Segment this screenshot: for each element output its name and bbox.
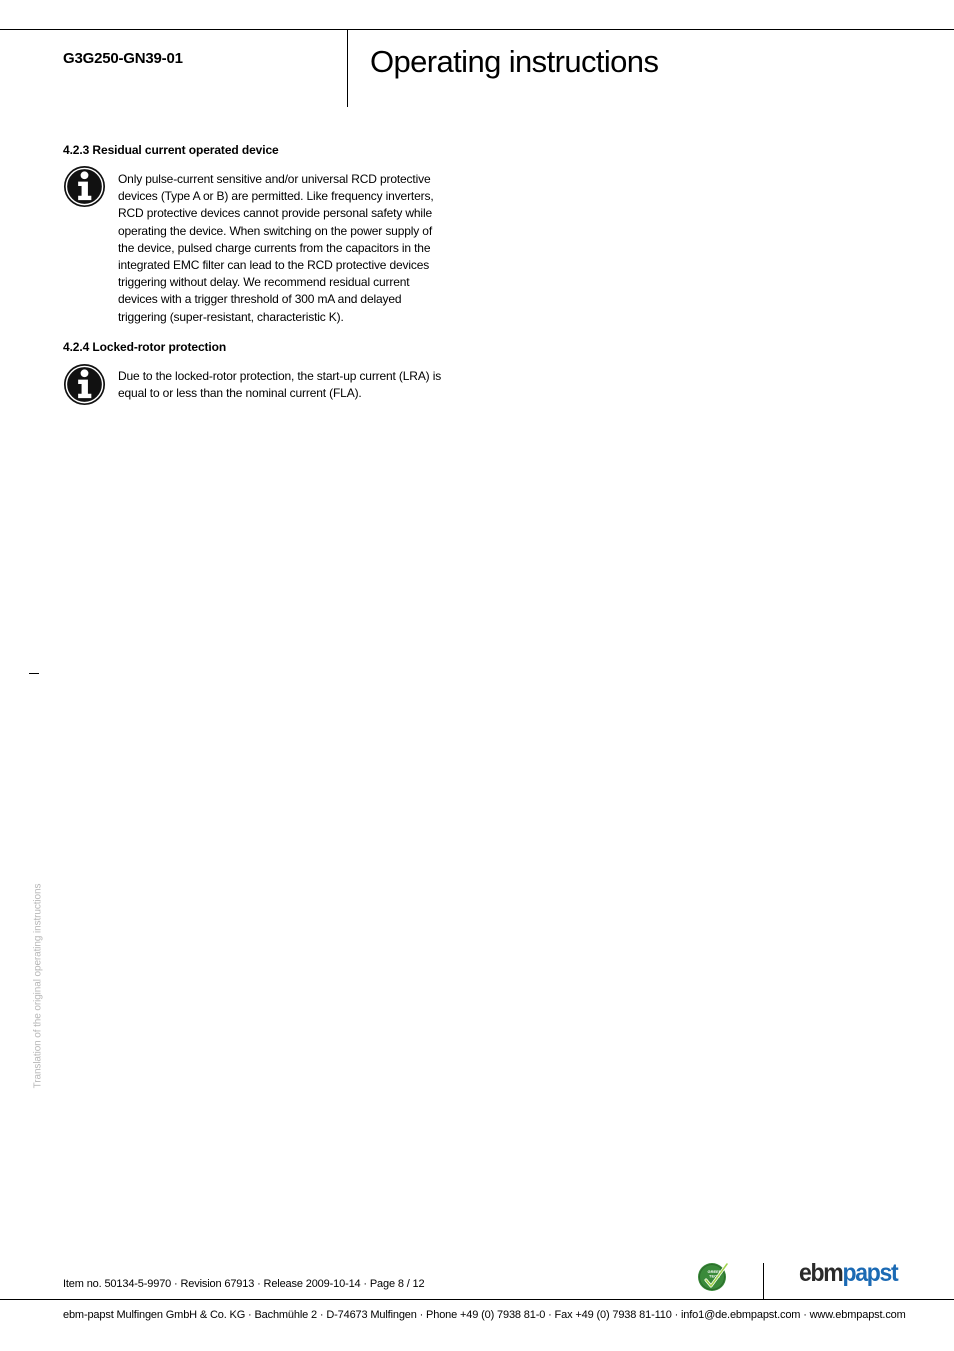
header-rule (0, 29, 954, 30)
item-info: Item no. 50134-5-9970 · Revision 67913 · Release 2009-10-14 · Page 8 / 12 (63, 1278, 425, 1290)
green-tech-badge-icon (697, 1260, 729, 1292)
section-heading-locked-rotor: 4.2.4 Locked-rotor protection (63, 340, 227, 354)
logo-part-papst: papst (842, 1259, 898, 1287)
text-line: Only pulse-current sensitive and/or universal RCD protective (118, 172, 431, 186)
company-address: ebm-papst Mulfingen GmbH & Co. KG · Bachmühle 2 · D-74673 Mulfingen · Phone +49 (0) 7938 81-0 · Fax +49 (0) 7938 81-110 · info1@de.ebmpapst.com · www.ebmpapst.com (63, 1309, 906, 1321)
translation-note: Translation of the original operating instructions (32, 883, 44, 1089)
logo-part-ebm: ebm (799, 1259, 843, 1287)
badge-word-1: GREEN (707, 1269, 722, 1274)
text-line: equal to or less than the nominal current (FLA). (118, 386, 362, 401)
text-line: devices with a trigger threshold of 300 mA and delayed (118, 292, 402, 307)
text-line: operating the device. When switching on the power supply of (118, 223, 433, 238)
text-line: the device, pulsed charge currents from the capacitors in the (118, 240, 431, 255)
section-heading-rcd: 4.2.3 Residual current operated device (63, 143, 279, 157)
rcd-paragraph (118, 171, 453, 326)
text-line: Due to the locked-rotor protection, the start-up current (LRA) is (118, 369, 442, 383)
text-line: devices (Type A or B) are permitted. Like frequency inverters, (118, 189, 434, 204)
footer-rule (0, 1299, 954, 1300)
document-title: Operating instructions (370, 44, 659, 79)
info-icon (63, 165, 106, 208)
ebmpapst-logo (799, 1259, 897, 1288)
header-divider (347, 30, 348, 107)
text-line: integrated EMC filter can lead to the RCD protective devices (118, 258, 430, 273)
text-line: triggering (super-resistant, characteristic K). (118, 309, 344, 324)
text-line: RCD protective devices cannot provide personal safety while (118, 206, 432, 221)
locked-rotor-paragraph (118, 368, 453, 402)
info-icon (63, 363, 106, 406)
fold-mark (29, 673, 39, 674)
text-line: triggering without delay. We recommend residual current (118, 275, 410, 290)
footer-divider (763, 1263, 764, 1299)
badge-word-2: TECH (709, 1273, 720, 1279)
model-number: G3G250-GN39-01 (63, 50, 183, 67)
